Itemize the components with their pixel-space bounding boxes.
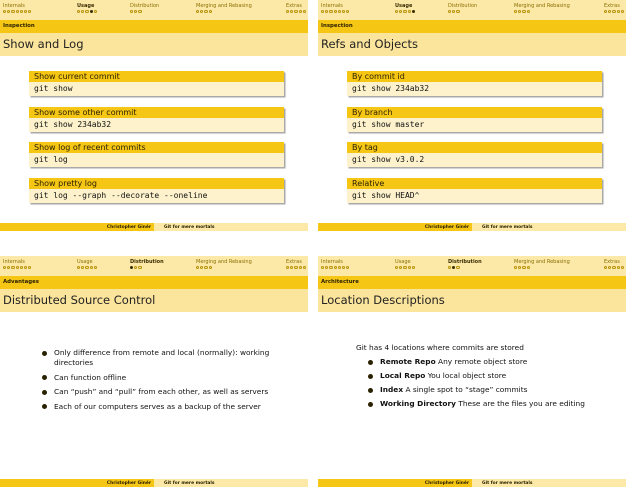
nav-section-internals[interactable]: Internals [321,3,343,9]
nav-frame-dot[interactable] [77,10,80,13]
block-code: git show v3.0.2 [352,155,425,164]
location-desc: Any remote object store [438,357,528,366]
location-list [368,357,585,413]
footer-title: Git for mere mortals [164,224,215,230]
block-code: git show 234ab32 [352,84,430,93]
location-desc: You local object store [427,371,507,380]
nav-frame-dot[interactable] [452,266,455,269]
nav-frame-dot[interactable] [452,10,455,13]
list-item [368,385,585,395]
section-navbar [318,256,626,276]
nav-frame-dot[interactable] [608,266,611,269]
nav-frame-dot[interactable] [16,10,19,13]
nav-frame-dot[interactable] [85,266,88,269]
nav-frame-dot[interactable] [448,266,451,269]
block-title: Show pretty log [34,179,97,188]
nav-frame-dot[interactable] [130,266,133,269]
nav-frame-dot[interactable] [77,266,80,269]
slide-distributed-source-control [0,256,308,487]
nav-dots[interactable] [321,266,349,269]
footer-bar [318,479,626,487]
nav-frame-dot[interactable] [90,10,93,13]
nav-frame-dot[interactable] [408,266,411,269]
nav-frame-dot[interactable] [514,10,517,13]
section-navbar [0,0,308,20]
nav-frame-dot[interactable] [334,266,337,269]
nav-frame-dot[interactable] [81,266,84,269]
nav-frame-dot[interactable] [204,10,207,13]
nav-frame-dot[interactable] [408,10,411,13]
block-title: By tag [352,143,378,152]
footer-author: Christopher Ginér [424,480,469,486]
nav-dots[interactable] [130,10,142,13]
list-item [368,399,585,409]
subsection-title: Inspection [321,23,353,29]
frame-title-bar [318,33,626,56]
nav-frame-dot[interactable] [518,266,521,269]
nav-frame-dot[interactable] [138,10,141,13]
location-name: Working Directory [380,399,456,408]
nav-frame-dot[interactable] [403,10,406,13]
nav-section-internals[interactable]: Internals [3,3,25,9]
nav-frame-dot[interactable] [85,10,88,13]
block-code: git show [34,84,73,93]
subsection-bar [0,20,308,33]
nav-frame-dot[interactable] [617,10,620,13]
nav-frame-dot[interactable] [294,10,297,13]
nav-frame-dot[interactable] [608,10,611,13]
nav-frame-dot[interactable] [290,266,293,269]
nav-frame-dot[interactable] [94,10,97,13]
subsection-title: Architecture [321,279,359,285]
code-block [29,178,284,203]
nav-frame-dot[interactable] [612,266,615,269]
nav-section-distribution[interactable]: Distribution [448,3,478,9]
frame-title: Location Descriptions [321,293,445,307]
nav-frame-dot[interactable] [3,10,6,13]
nav-frame-dot[interactable] [518,10,521,13]
nav-dots[interactable] [196,266,212,269]
nav-dots[interactable] [514,10,530,13]
nav-frame-dot[interactable] [90,266,93,269]
nav-section-merging[interactable]: Merging and Rebasing [514,259,570,265]
code-block [347,142,602,167]
block-title: Relative [352,179,385,188]
nav-frame-dot[interactable] [28,266,31,269]
nav-frame-dot[interactable] [403,266,406,269]
footer-title: Git for mere mortals [482,224,533,230]
nav-frame-dot[interactable] [522,266,525,269]
nav-dots[interactable] [77,266,97,269]
nav-frame-dot[interactable] [16,266,19,269]
nav-section-usage[interactable]: Usage [77,3,95,9]
nav-frame-dot[interactable] [24,266,27,269]
footer-author: Christopher Ginér [424,224,469,230]
code-block [29,107,284,132]
slide-location-descriptions [318,256,626,487]
block-title: By branch [352,108,393,117]
nav-frame-dot[interactable] [338,10,341,13]
nav-frame-dot[interactable] [612,10,615,13]
code-block [29,71,284,96]
nav-frame-dot[interactable] [28,10,31,13]
nav-frame-dot[interactable] [617,266,620,269]
nav-frame-dot[interactable] [134,10,137,13]
code-block [347,107,602,132]
nav-section-extras[interactable]: Extras [286,3,302,9]
nav-frame-dot[interactable] [456,266,459,269]
nav-frame-dot[interactable] [604,10,607,13]
nav-frame-dot[interactable] [286,266,289,269]
section-navbar [0,256,308,276]
frame-title-bar [0,33,308,56]
frame-title-bar [0,289,308,312]
nav-dots[interactable] [286,10,306,13]
block-code: git show HEAD^ [352,191,420,200]
nav-frame-dot[interactable] [200,10,203,13]
intro-text: Git has 4 locations where commits are stored [356,343,524,352]
location-desc: A single spot to “stage” commits [405,385,528,394]
subsection-bar [318,276,626,289]
nav-dots[interactable] [3,10,31,13]
nav-frame-dot[interactable] [7,10,10,13]
list-item: Can “push” and “pull” from each other, as well as servers [42,387,292,397]
location-name: Index [380,385,404,394]
nav-dots[interactable] [448,10,460,13]
nav-section-internals[interactable]: Internals [3,259,25,265]
footer-title: Git for mere mortals [164,480,215,486]
block-title: Show some other commit [34,108,137,117]
nav-frame-dot[interactable] [342,266,345,269]
nav-section-usage[interactable]: Usage [395,3,413,9]
nav-frame-dot[interactable] [3,266,6,269]
nav-section-merging[interactable]: Merging and Rebasing [196,3,252,9]
nav-frame-dot[interactable] [209,266,212,269]
nav-frame-dot[interactable] [395,10,398,13]
nav-frame-dot[interactable] [11,10,14,13]
list-item: Each of our computers serves as a backup of the server [42,402,292,412]
nav-frame-dot[interactable] [325,10,328,13]
nav-frame-dot[interactable] [138,266,141,269]
nav-frame-dot[interactable] [399,266,402,269]
nav-frame-dot[interactable] [20,10,23,13]
nav-frame-dot[interactable] [621,266,624,269]
nav-section-merging[interactable]: Merging and Rebasing [514,3,570,9]
footer-author: Christopher Ginér [106,224,151,230]
code-block [347,71,602,96]
nav-frame-dot[interactable] [134,266,137,269]
nav-frame-dot[interactable] [204,266,207,269]
nav-frame-dot[interactable] [294,266,297,269]
frame-title: Refs and Objects [321,37,418,51]
nav-frame-dot[interactable] [338,266,341,269]
footer-author: Christopher Ginér [106,480,151,486]
nav-section-merging[interactable]: Merging and Rebasing [196,259,252,265]
slide-show-and-log [0,0,308,231]
nav-section-extras[interactable]: Extras [604,3,620,9]
block-code: git log --graph --decorate --oneline [34,191,208,200]
code-block [29,142,284,167]
nav-frame-dot[interactable] [527,266,530,269]
nav-frame-dot[interactable] [329,266,332,269]
block-title: Show current commit [34,72,120,81]
nav-frame-dot[interactable] [209,10,212,13]
location-name: Remote Repo [380,357,436,366]
footer-bar [0,223,308,231]
nav-frame-dot[interactable] [81,10,84,13]
frame-title-bar [318,289,626,312]
nav-frame-dot[interactable] [346,266,349,269]
nav-frame-dot[interactable] [321,266,324,269]
list-item [368,371,585,381]
nav-frame-dot[interactable] [412,266,415,269]
nav-frame-dot[interactable] [522,10,525,13]
bullet-list [42,348,292,416]
nav-frame-dot[interactable] [334,10,337,13]
subsection-title: Inspection [3,23,35,29]
nav-section-usage[interactable]: Usage [395,259,411,265]
nav-dots[interactable] [321,10,349,13]
nav-frame-dot[interactable] [321,10,324,13]
nav-dots[interactable] [395,10,415,13]
nav-section-distribution[interactable]: Distribution [448,259,482,265]
frame-title: Show and Log [3,37,84,51]
location-name: Local Repo [380,371,426,380]
nav-frame-dot[interactable] [395,266,398,269]
block-title: Show log of recent commits [34,143,146,152]
nav-frame-dot[interactable] [303,266,306,269]
section-navbar [318,0,626,20]
nav-frame-dot[interactable] [342,10,345,13]
nav-frame-dot[interactable] [456,10,459,13]
footer-bar [318,223,626,231]
location-desc: These are the files you are editing [458,399,585,408]
nav-dots[interactable] [604,10,624,13]
nav-frame-dot[interactable] [290,10,293,13]
nav-section-usage[interactable]: Usage [77,259,93,265]
nav-frame-dot[interactable] [7,266,10,269]
nav-frame-dot[interactable] [303,10,306,13]
nav-frame-dot[interactable] [200,266,203,269]
footer-bar [0,479,308,487]
nav-frame-dot[interactable] [527,10,530,13]
code-block [347,178,602,203]
nav-frame-dot[interactable] [130,10,133,13]
subsection-bar [0,276,308,289]
block-title: By commit id [352,72,405,81]
nav-dots[interactable] [3,266,31,269]
nav-dots[interactable] [448,266,460,269]
frame-title: Distributed Source Control [3,293,156,307]
nav-frame-dot[interactable] [94,266,97,269]
nav-frame-dot[interactable] [11,266,14,269]
nav-section-distribution[interactable]: Distribution [130,259,164,265]
nav-frame-dot[interactable] [412,10,415,13]
subsection-bar [318,20,626,33]
nav-frame-dot[interactable] [448,10,451,13]
nav-dots[interactable] [130,266,142,269]
nav-frame-dot[interactable] [299,10,302,13]
nav-frame-dot[interactable] [196,10,199,13]
nav-frame-dot[interactable] [325,266,328,269]
nav-frame-dot[interactable] [346,10,349,13]
nav-section-distribution[interactable]: Distribution [130,3,160,9]
subsection-title: Advantages [3,279,39,285]
nav-frame-dot[interactable] [329,10,332,13]
nav-frame-dot[interactable] [24,10,27,13]
nav-frame-dot[interactable] [20,266,23,269]
nav-frame-dot[interactable] [399,10,402,13]
nav-section-internals[interactable]: Internals [321,259,343,265]
nav-frame-dot[interactable] [196,266,199,269]
nav-dots[interactable] [196,10,212,13]
block-code: git log [34,155,68,164]
block-code: git show master [352,120,425,129]
nav-section-extras[interactable]: Extras [286,259,302,265]
list-item: Only difference from remote and local (normally): working directories [42,348,292,368]
nav-dots[interactable] [604,266,624,269]
slide-refs-and-objects [318,0,626,231]
nav-frame-dot[interactable] [514,266,517,269]
nav-section-extras[interactable]: Extras [604,259,620,265]
block-code: git show 234ab32 [34,120,112,129]
list-item: Can function offline [42,373,292,383]
footer-title: Git for mere mortals [482,480,533,486]
nav-dots[interactable] [514,266,530,269]
list-item [368,357,585,367]
nav-dots[interactable] [395,266,415,269]
nav-frame-dot[interactable] [286,10,289,13]
nav-dots[interactable] [286,266,306,269]
nav-dots[interactable] [77,10,97,13]
nav-frame-dot[interactable] [604,266,607,269]
nav-frame-dot[interactable] [299,266,302,269]
nav-frame-dot[interactable] [621,10,624,13]
